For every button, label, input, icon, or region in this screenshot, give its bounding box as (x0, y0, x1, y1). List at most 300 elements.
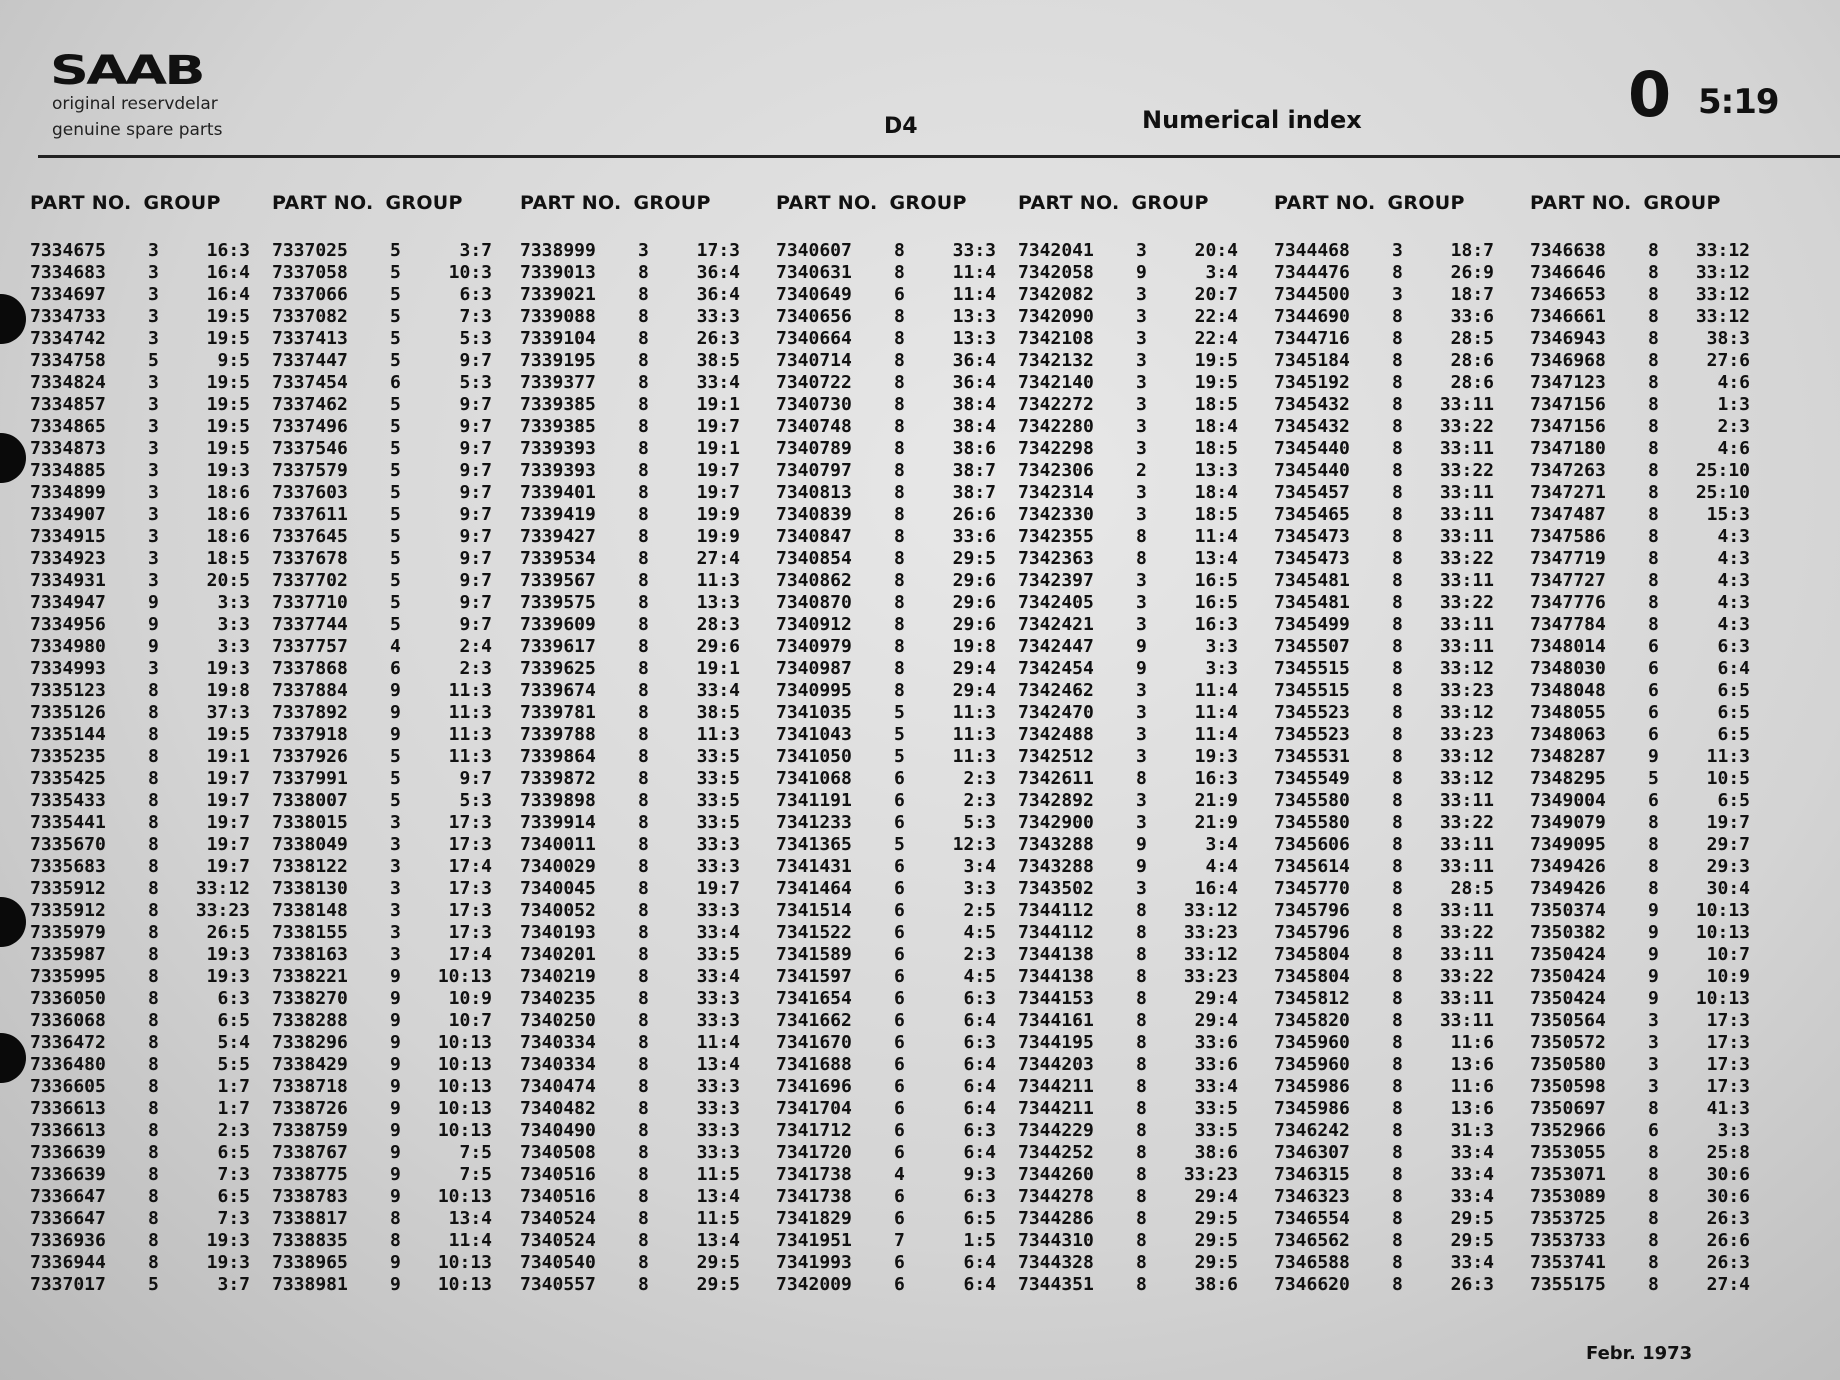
group-sub: 10:13 (437, 1098, 492, 1119)
group-sub: 19:5 (1194, 372, 1238, 393)
part-number: 7340516 (520, 1186, 596, 1207)
part-number: 7338221 (272, 966, 348, 987)
part-number: 7334956 (30, 614, 106, 635)
group-main: 8 (894, 416, 905, 437)
part-number: 7337025 (272, 240, 348, 261)
group-sub: 29:5 (696, 1274, 740, 1295)
table-row (30, 966, 250, 988)
group-main: 8 (1136, 922, 1147, 943)
table-row (1018, 1010, 1238, 1032)
table-row (30, 1186, 250, 1208)
part-number: 7341431 (776, 856, 852, 877)
tagline-swedish: original reservdelar (52, 94, 218, 114)
part-number: 7342421 (1018, 614, 1094, 635)
group-main: 3 (390, 944, 401, 965)
group-main: 6 (894, 966, 905, 987)
table-row (776, 636, 996, 658)
table-row (30, 1010, 250, 1032)
table-row (520, 306, 740, 328)
group-main: 8 (638, 702, 649, 723)
group-main: 8 (1648, 1274, 1659, 1295)
part-number: 7334733 (30, 306, 106, 327)
group-sub: 17:3 (448, 812, 492, 833)
group-sub: 29:4 (1194, 1186, 1238, 1207)
part-number: 7341597 (776, 966, 852, 987)
group-sub: 10:13 (437, 966, 492, 987)
group-main: 8 (638, 768, 649, 789)
part-number: 7339104 (520, 328, 596, 349)
part-number: 7337454 (272, 372, 348, 393)
part-number: 7341696 (776, 1076, 852, 1097)
table-row (776, 900, 996, 922)
group-main: 3 (1648, 1010, 1659, 1031)
group-main: 3 (148, 328, 159, 349)
table-row (1274, 548, 1494, 570)
part-number: 7344252 (1018, 1142, 1094, 1163)
group-main: 6 (894, 1010, 905, 1031)
group-sub: 17:3 (696, 240, 740, 261)
part-number: 7338049 (272, 834, 348, 855)
group-main: 3 (638, 240, 649, 261)
group-sub: 6:4 (963, 1010, 996, 1031)
group-sub: 33:22 (1439, 592, 1494, 613)
group-main: 3 (1136, 416, 1147, 437)
table-row (776, 1054, 996, 1076)
group-main: 8 (894, 526, 905, 547)
group-sub: 17:3 (448, 834, 492, 855)
group-main: 2 (1136, 460, 1147, 481)
group-sub: 28:6 (1450, 372, 1494, 393)
group-sub: 10:13 (437, 1274, 492, 1295)
table-row (776, 746, 996, 768)
part-number: 7336613 (30, 1098, 106, 1119)
group-sub: 33:3 (696, 988, 740, 1009)
group-sub: 19:1 (206, 746, 250, 767)
group-main: 3 (1136, 702, 1147, 723)
part-number: 7340516 (520, 1164, 596, 1185)
group-main: 3 (1136, 790, 1147, 811)
table-row (1530, 1252, 1750, 1274)
table-row (520, 482, 740, 504)
group-main: 5 (390, 768, 401, 789)
table-row (272, 394, 492, 416)
document-title: Numerical index (1142, 106, 1362, 134)
group-sub: 19:1 (696, 438, 740, 459)
part-number: 7339401 (520, 482, 596, 503)
table-row (1274, 746, 1494, 768)
part-number: 7347271 (1530, 482, 1606, 503)
group-sub: 6:3 (963, 1032, 996, 1053)
group-sub: 30:6 (1706, 1186, 1750, 1207)
group-main: 6 (894, 1076, 905, 1097)
group-main: 8 (1648, 504, 1659, 525)
part-number: 7340912 (776, 614, 852, 635)
table-row (272, 526, 492, 548)
group-sub: 33:11 (1439, 504, 1494, 525)
table-row (1018, 636, 1238, 658)
part-number: 7345432 (1274, 394, 1350, 415)
group-main: 8 (638, 922, 649, 943)
group-sub: 17:3 (1706, 1054, 1750, 1075)
part-number: 7347156 (1530, 394, 1606, 415)
table-row (30, 240, 250, 262)
group-sub: 3:7 (217, 1274, 250, 1295)
group-main: 9 (390, 1098, 401, 1119)
part-number: 7353071 (1530, 1164, 1606, 1185)
group-sub: 6:4 (1717, 658, 1750, 679)
group-sub: 33:3 (696, 834, 740, 855)
group-main: 5 (390, 460, 401, 481)
part-number: 7340847 (776, 526, 852, 547)
group-sub: 33:4 (696, 966, 740, 987)
group-main: 8 (1648, 1186, 1659, 1207)
part-number: 7340334 (520, 1032, 596, 1053)
part-number: 7342058 (1018, 262, 1094, 283)
part-number: 7339088 (520, 306, 596, 327)
part-number: 7339534 (520, 548, 596, 569)
group-main: 3 (1136, 746, 1147, 767)
group-sub: 15:3 (1706, 504, 1750, 525)
part-number: 7345184 (1274, 350, 1350, 371)
group-main: 8 (390, 1208, 401, 1229)
group-sub: 19:3 (1194, 746, 1238, 767)
table-row (520, 460, 740, 482)
group-sub: 9:7 (459, 394, 492, 415)
table-row (520, 526, 740, 548)
part-number: 7338148 (272, 900, 348, 921)
group-main: 7 (894, 1230, 905, 1251)
group-sub: 38:7 (952, 482, 996, 503)
group-sub: 29:5 (952, 548, 996, 569)
group-main: 3 (148, 284, 159, 305)
table-row (1274, 834, 1494, 856)
table-row (30, 416, 250, 438)
group-sub: 33:23 (1183, 922, 1238, 943)
group-sub: 33:12 (1695, 262, 1750, 283)
group-sub: 33:5 (696, 768, 740, 789)
part-number: 7344112 (1018, 922, 1094, 943)
group-main: 6 (1648, 790, 1659, 811)
group-main: 5 (390, 570, 401, 591)
group-main: 9 (390, 702, 401, 723)
part-number: 7350572 (1530, 1032, 1606, 1053)
table-row (1530, 1120, 1750, 1142)
table-row (520, 262, 740, 284)
table-row (1274, 394, 1494, 416)
table-row (1018, 1274, 1238, 1296)
part-number: 7342488 (1018, 724, 1094, 745)
group-sub: 17:4 (448, 944, 492, 965)
group-main: 6 (894, 812, 905, 833)
part-no-heading: PART NO. (30, 192, 132, 214)
group-sub: 11:4 (952, 284, 996, 305)
table-row (1530, 856, 1750, 878)
group-main: 8 (1136, 1142, 1147, 1163)
group-sub: 38:6 (1194, 1142, 1238, 1163)
group-main: 5 (390, 592, 401, 613)
group-main: 8 (1392, 328, 1403, 349)
table-row (520, 856, 740, 878)
table-row (1530, 702, 1750, 724)
group-main: 8 (638, 966, 649, 987)
table-row (1530, 526, 1750, 548)
group-main: 6 (390, 372, 401, 393)
group-main: 8 (1392, 1054, 1403, 1075)
group-main: 8 (148, 1076, 159, 1097)
table-row (272, 658, 492, 680)
saab-logo: SAAB (50, 48, 203, 94)
part-number: 7340540 (520, 1252, 596, 1273)
group-main: 3 (148, 262, 159, 283)
group-sub: 28:5 (1450, 328, 1494, 349)
part-number: 7340979 (776, 636, 852, 657)
part-number: 7353741 (1530, 1252, 1606, 1273)
table-row (1018, 1142, 1238, 1164)
table-row (30, 922, 250, 944)
group-sub: 11:6 (1450, 1076, 1494, 1097)
group-main: 8 (638, 1098, 649, 1119)
table-row (1274, 1142, 1494, 1164)
part-no-heading: PART NO. (272, 192, 374, 214)
group-sub: 16:5 (1194, 592, 1238, 613)
group-main: 5 (390, 790, 401, 811)
group-sub: 20:5 (206, 570, 250, 591)
group-sub: 10:13 (437, 1076, 492, 1097)
group-sub: 6:5 (1717, 680, 1750, 701)
group-sub: 11:3 (448, 680, 492, 701)
group-main: 3 (148, 570, 159, 591)
group-sub: 33:3 (696, 1010, 740, 1031)
table-row (1530, 1054, 1750, 1076)
group-main: 8 (1648, 614, 1659, 635)
part-number: 7338783 (272, 1186, 348, 1207)
table-row (1530, 1098, 1750, 1120)
group-main: 6 (894, 922, 905, 943)
group-main: 8 (1136, 1076, 1147, 1097)
group-sub: 33:5 (1194, 1098, 1238, 1119)
group-sub: 27:4 (1706, 1274, 1750, 1295)
group-main: 8 (1648, 306, 1659, 327)
part-number: 7338155 (272, 922, 348, 943)
table-row (1530, 1032, 1750, 1054)
group-main: 6 (894, 1032, 905, 1053)
group-main: 8 (1136, 1208, 1147, 1229)
group-sub: 38:6 (1194, 1274, 1238, 1295)
part-number: 7349426 (1530, 878, 1606, 899)
table-row (776, 878, 996, 900)
table-row (1018, 1186, 1238, 1208)
table-row (776, 284, 996, 306)
table-row (1530, 1164, 1750, 1186)
group-sub: 2:4 (459, 636, 492, 657)
group-main: 8 (638, 504, 649, 525)
part-number: 7335912 (30, 900, 106, 921)
group-sub: 33:12 (1439, 702, 1494, 723)
part-no-heading: PART NO. (1018, 192, 1120, 214)
part-number: 7337462 (272, 394, 348, 415)
part-number: 7346661 (1530, 306, 1606, 327)
table-row (30, 1054, 250, 1076)
group-sub: 29:6 (696, 636, 740, 657)
group-main: 8 (638, 548, 649, 569)
part-number: 7345515 (1274, 658, 1350, 679)
group-main: 8 (1136, 988, 1147, 1009)
group-sub: 33:12 (195, 878, 250, 899)
group-main: 9 (390, 1274, 401, 1295)
group-main: 8 (1136, 1230, 1147, 1251)
group-sub: 19:3 (206, 944, 250, 965)
group-main: 3 (1136, 680, 1147, 701)
group-main: 9 (390, 1010, 401, 1031)
group-main: 8 (638, 1252, 649, 1273)
group-sub: 33:3 (696, 306, 740, 327)
table-row (776, 262, 996, 284)
group-sub: 25:10 (1695, 460, 1750, 481)
part-number: 7339914 (520, 812, 596, 833)
group-main: 8 (894, 614, 905, 635)
group-sub: 5:5 (217, 1054, 250, 1075)
part-number: 7347776 (1530, 592, 1606, 613)
table-row (520, 1186, 740, 1208)
part-no-heading: PART NO. (1274, 192, 1376, 214)
table-row (520, 812, 740, 834)
group-sub: 33:11 (1439, 636, 1494, 657)
table-row (1018, 812, 1238, 834)
table-row (1530, 548, 1750, 570)
table-row (1274, 460, 1494, 482)
group-sub: 4:3 (1717, 570, 1750, 591)
group-main: 5 (894, 834, 905, 855)
group-main: 9 (1136, 834, 1147, 855)
group-main: 3 (1136, 592, 1147, 613)
part-number: 7344328 (1018, 1252, 1094, 1273)
group-sub: 10:7 (1706, 944, 1750, 965)
part-number: 7334697 (30, 284, 106, 305)
group-sub: 33:3 (696, 1098, 740, 1119)
table-row (30, 592, 250, 614)
part-number: 7342298 (1018, 438, 1094, 459)
table-row (1274, 416, 1494, 438)
part-number: 7340201 (520, 944, 596, 965)
group-main: 6 (894, 790, 905, 811)
group-sub: 16:5 (1194, 570, 1238, 591)
index-column-3 (520, 192, 740, 1296)
part-number: 7345473 (1274, 548, 1350, 569)
part-number: 7345499 (1274, 614, 1350, 635)
group-sub: 18:5 (1194, 504, 1238, 525)
part-number: 7338759 (272, 1120, 348, 1141)
table-row (520, 1208, 740, 1230)
table-row (1018, 284, 1238, 306)
group-main: 3 (1136, 570, 1147, 591)
table-row (776, 1076, 996, 1098)
group-sub: 4:5 (963, 966, 996, 987)
group-main: 9 (1136, 636, 1147, 657)
group-main: 8 (894, 592, 905, 613)
table-row (1274, 1076, 1494, 1098)
part-number: 7348063 (1530, 724, 1606, 745)
part-number: 7334923 (30, 548, 106, 569)
table-row (272, 1252, 492, 1274)
part-number: 7337991 (272, 768, 348, 789)
part-number: 7342041 (1018, 240, 1094, 261)
group-sub: 33:5 (696, 746, 740, 767)
part-number: 7335987 (30, 944, 106, 965)
column-header (776, 192, 996, 214)
group-main: 8 (638, 900, 649, 921)
part-number: 7349079 (1530, 812, 1606, 833)
section-code: D4 (884, 114, 918, 139)
table-row (776, 1186, 996, 1208)
group-sub: 33:23 (1183, 966, 1238, 987)
group-main: 4 (894, 1164, 905, 1185)
group-heading: GROUP (633, 192, 711, 214)
group-main: 8 (1392, 394, 1403, 415)
part-number: 7341829 (776, 1208, 852, 1229)
group-main: 8 (1392, 922, 1403, 943)
table-row (272, 856, 492, 878)
table-row (520, 944, 740, 966)
group-main: 8 (1648, 1142, 1659, 1163)
part-number: 7345606 (1274, 834, 1350, 855)
group-main: 5 (390, 350, 401, 371)
group-sub: 33:11 (1439, 482, 1494, 503)
table-row (272, 1164, 492, 1186)
group-main: 8 (1648, 240, 1659, 261)
table-row (520, 900, 740, 922)
table-row (272, 812, 492, 834)
group-main: 3 (148, 372, 159, 393)
group-sub: 9:7 (459, 526, 492, 547)
group-main: 6 (894, 1208, 905, 1229)
part-number: 7344468 (1274, 240, 1350, 261)
group-main: 8 (638, 1142, 649, 1163)
group-sub: 33:11 (1439, 438, 1494, 459)
group-heading: GROUP (143, 192, 221, 214)
group-sub: 1:7 (217, 1076, 250, 1097)
table-row (272, 240, 492, 262)
part-number: 7345515 (1274, 680, 1350, 701)
group-main: 8 (894, 438, 905, 459)
table-row (1018, 262, 1238, 284)
part-number: 7344500 (1274, 284, 1350, 305)
group-main: 8 (894, 372, 905, 393)
group-main: 8 (1136, 1120, 1147, 1141)
part-number: 7342470 (1018, 702, 1094, 723)
part-number: 7342140 (1018, 372, 1094, 393)
group-sub: 19:7 (206, 790, 250, 811)
table-row (1274, 438, 1494, 460)
group-main: 3 (390, 812, 401, 833)
part-number: 7341043 (776, 724, 852, 745)
group-main: 8 (638, 812, 649, 833)
group-sub: 20:7 (1194, 284, 1238, 305)
part-number: 7334947 (30, 592, 106, 613)
group-main: 6 (894, 1274, 905, 1295)
group-main: 5 (148, 1274, 159, 1295)
table-row (272, 680, 492, 702)
part-number: 7341712 (776, 1120, 852, 1141)
part-number: 7337611 (272, 504, 348, 525)
group-main: 8 (1136, 526, 1147, 547)
table-row (272, 1032, 492, 1054)
group-sub: 26:3 (1450, 1274, 1494, 1295)
group-sub: 19:3 (206, 658, 250, 679)
table-row (1018, 834, 1238, 856)
table-row (776, 328, 996, 350)
part-number: 7339575 (520, 592, 596, 613)
group-main: 5 (148, 350, 159, 371)
